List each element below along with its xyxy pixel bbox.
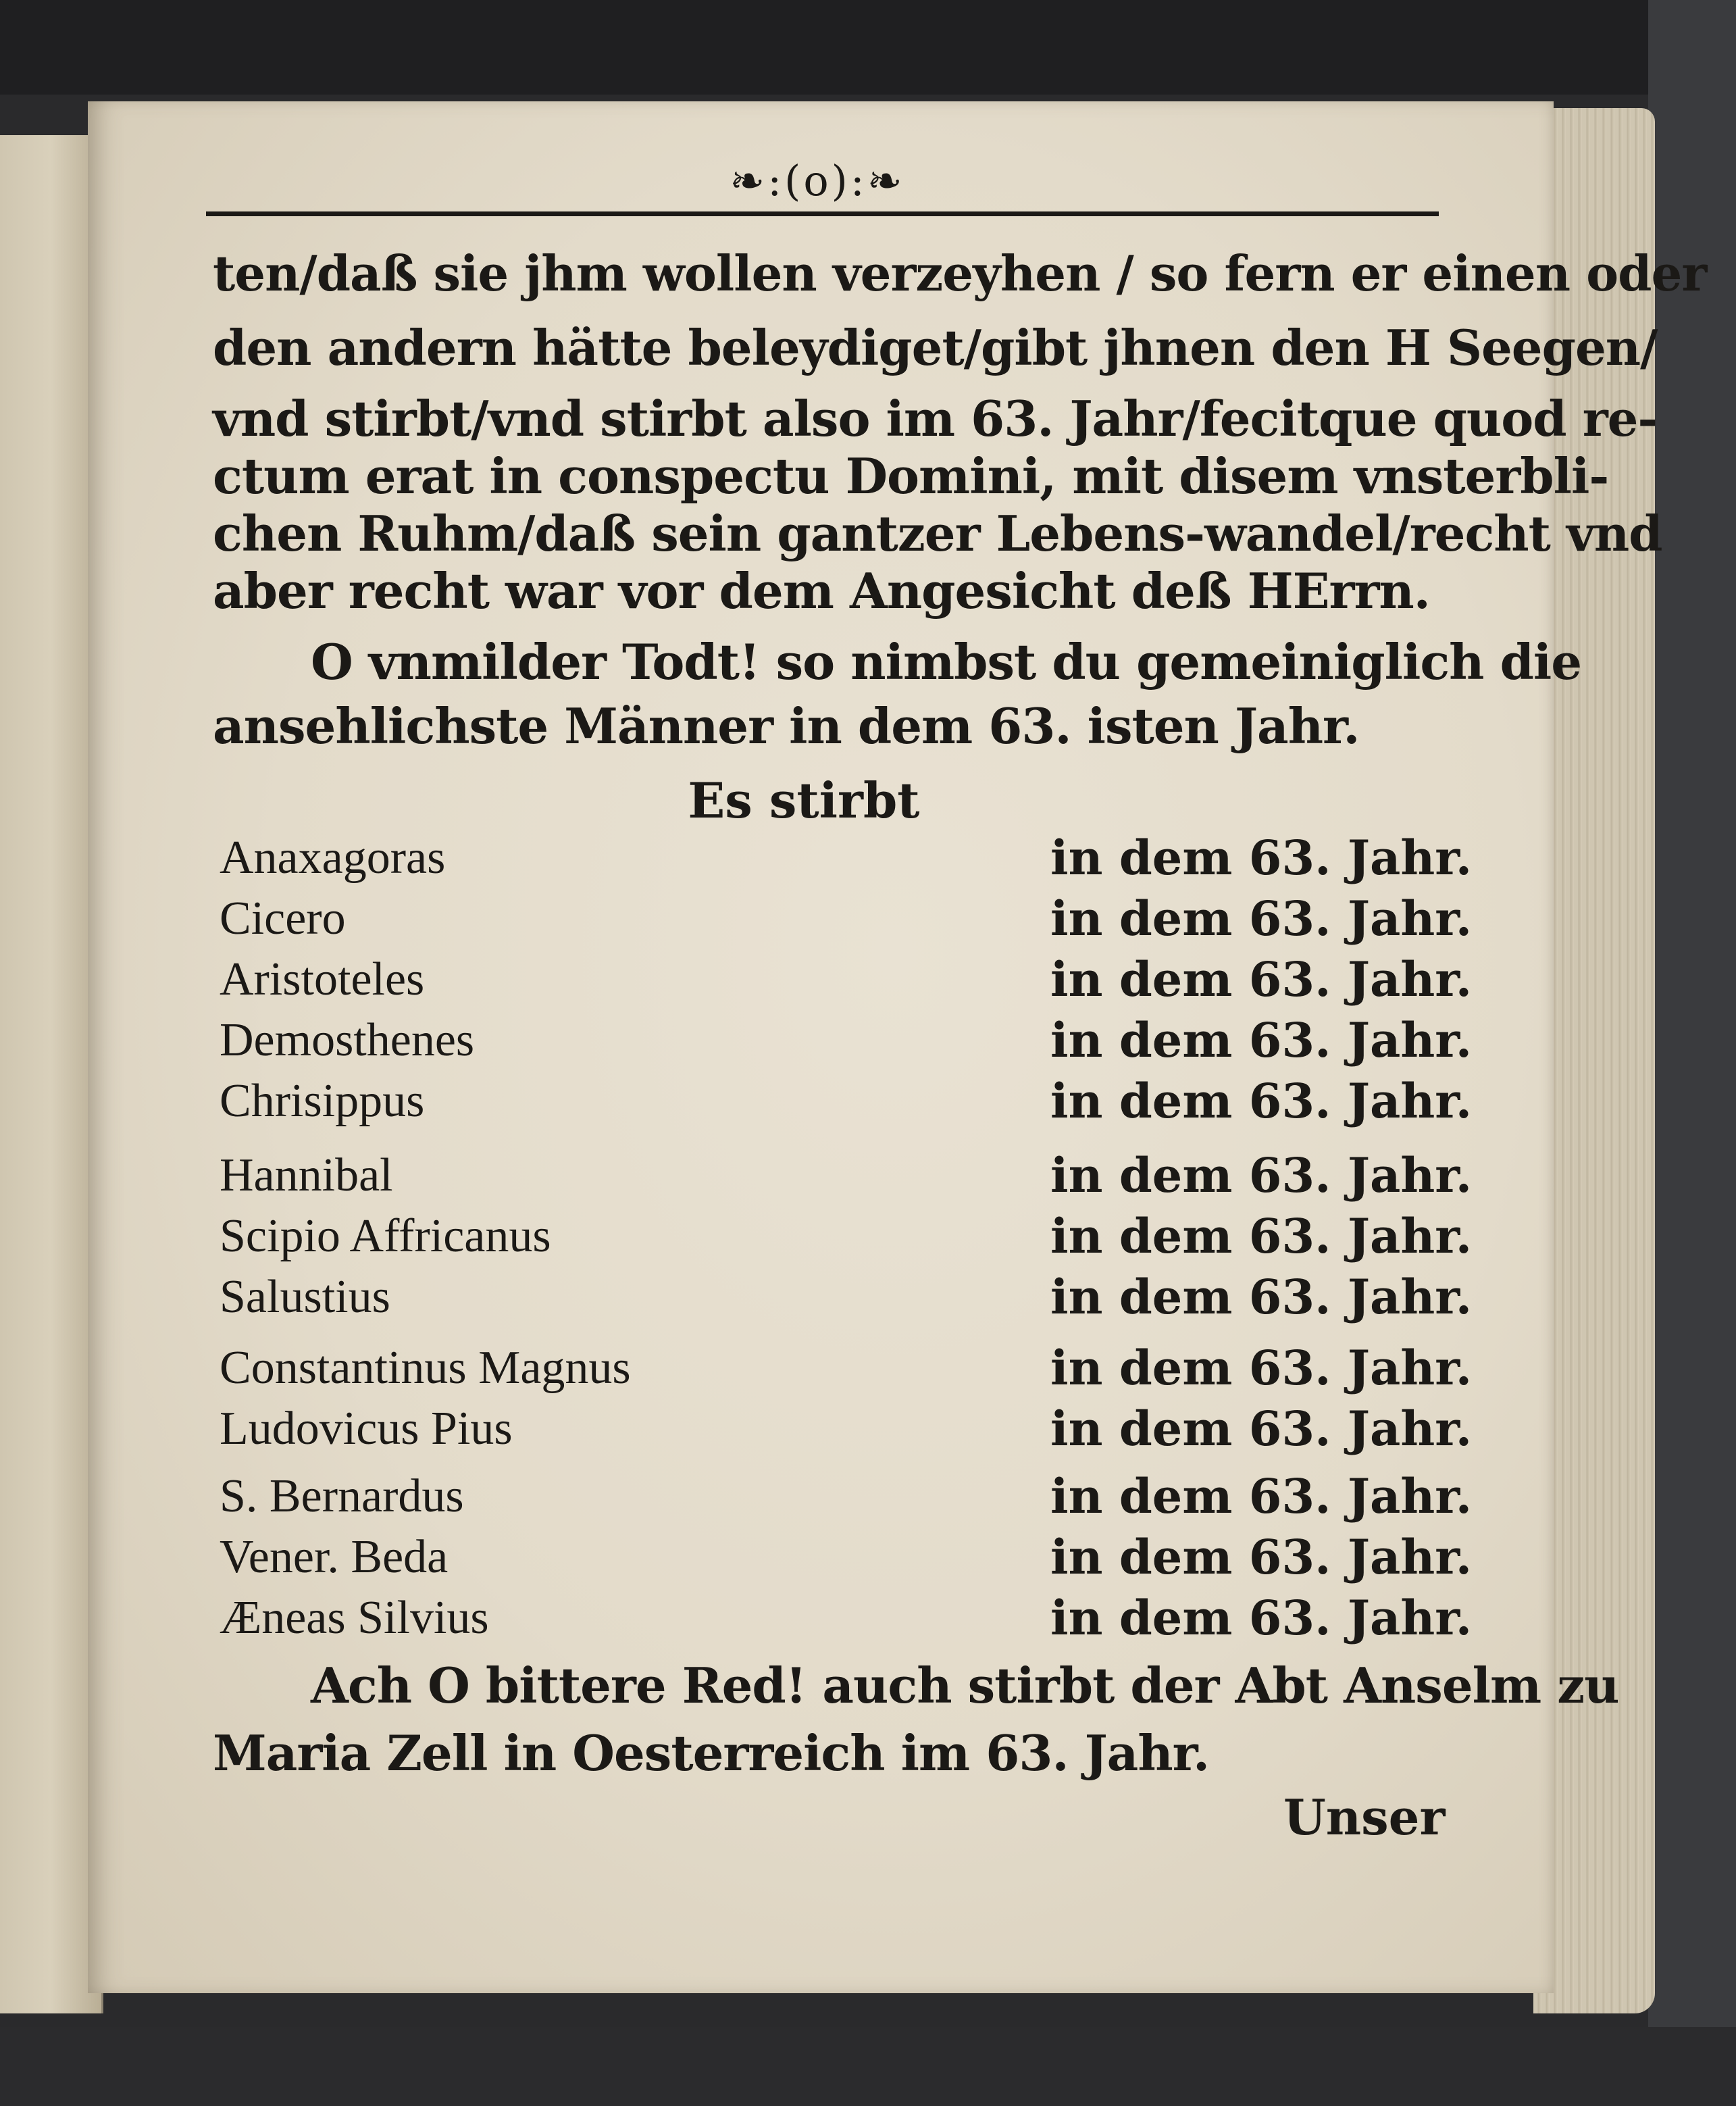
death-age: in dem 63. Jahr. [1050,1012,1473,1068]
death-age: in dem 63. Jahr. [1050,891,1473,947]
death-age: in dem 63. Jahr. [1050,1590,1473,1646]
background-bottom [0,2027,1736,2106]
body-line: aber recht war vor dem Angesicht deß HErrn. [213,562,1430,620]
death-name: S. Bernardus [220,1470,464,1522]
body-line: O vnmilder Todt! so nimbst du gemeiniglich die [311,633,1582,691]
death-age: in dem 63. Jahr. [1050,1468,1473,1524]
header-rule [206,211,1439,216]
death-age: in dem 63. Jahr. [1050,1147,1473,1203]
death-name: Anaxagoras [220,832,446,884]
closing-line: Ach O bittere Red! auch stirbt der Abt Anselm zu [311,1657,1619,1714]
death-name: Hannibal [220,1149,393,1201]
death-name: Æneas Silvius [220,1592,489,1644]
page-header-ornament: ❧:(o):❧ [730,156,905,205]
background-top [0,0,1736,95]
death-age: in dem 63. Jahr. [1050,1073,1473,1129]
body-line: ansehlichste Männer in dem 63. isten Jahr. [213,697,1360,755]
death-name: Cicero [220,893,346,945]
body-line: chen Ruhm/daß sein gantzer Lebens-wandel/recht vnd [213,505,1662,562]
list-heading: Es stirbt [688,772,920,829]
death-age: in dem 63. Jahr. [1050,951,1473,1007]
death-name: Ludovicus Pius [220,1403,513,1455]
body-line: ctum erat in conspectu Domini, mit disem vnsterbli- [213,447,1609,505]
closing-line: Maria Zell in Oesterreich im 63. Jahr. [213,1724,1210,1782]
death-age: in dem 63. Jahr. [1050,1269,1473,1325]
body-line: ten/daß sie jhm wollen verzeyhen / so fern er einen oder [213,245,1707,302]
death-name: Constantinus Magnus [220,1342,631,1394]
catchword: Unser [1283,1788,1446,1846]
death-age: in dem 63. Jahr. [1050,1340,1473,1396]
death-age: in dem 63. Jahr. [1050,1529,1473,1585]
body-line: den andern hätte beleydiget/gibt jhnen den H Seegen/ [213,319,1658,376]
background-right [1648,0,1736,2106]
death-age: in dem 63. Jahr. [1050,1401,1473,1457]
death-age: in dem 63. Jahr. [1050,1208,1473,1264]
death-name: Vener. Beda [220,1531,449,1583]
body-line: vnd stirbt/vnd stirbt also im 63. Jahr/fecitque quod re- [213,390,1658,447]
death-name: Aristoteles [220,953,425,1005]
death-age: in dem 63. Jahr. [1050,830,1473,886]
death-name: Chrisippus [220,1075,425,1127]
death-name: Scipio Affricanus [220,1210,551,1262]
death-name: Salustius [220,1271,390,1323]
death-name: Demosthenes [220,1014,475,1066]
